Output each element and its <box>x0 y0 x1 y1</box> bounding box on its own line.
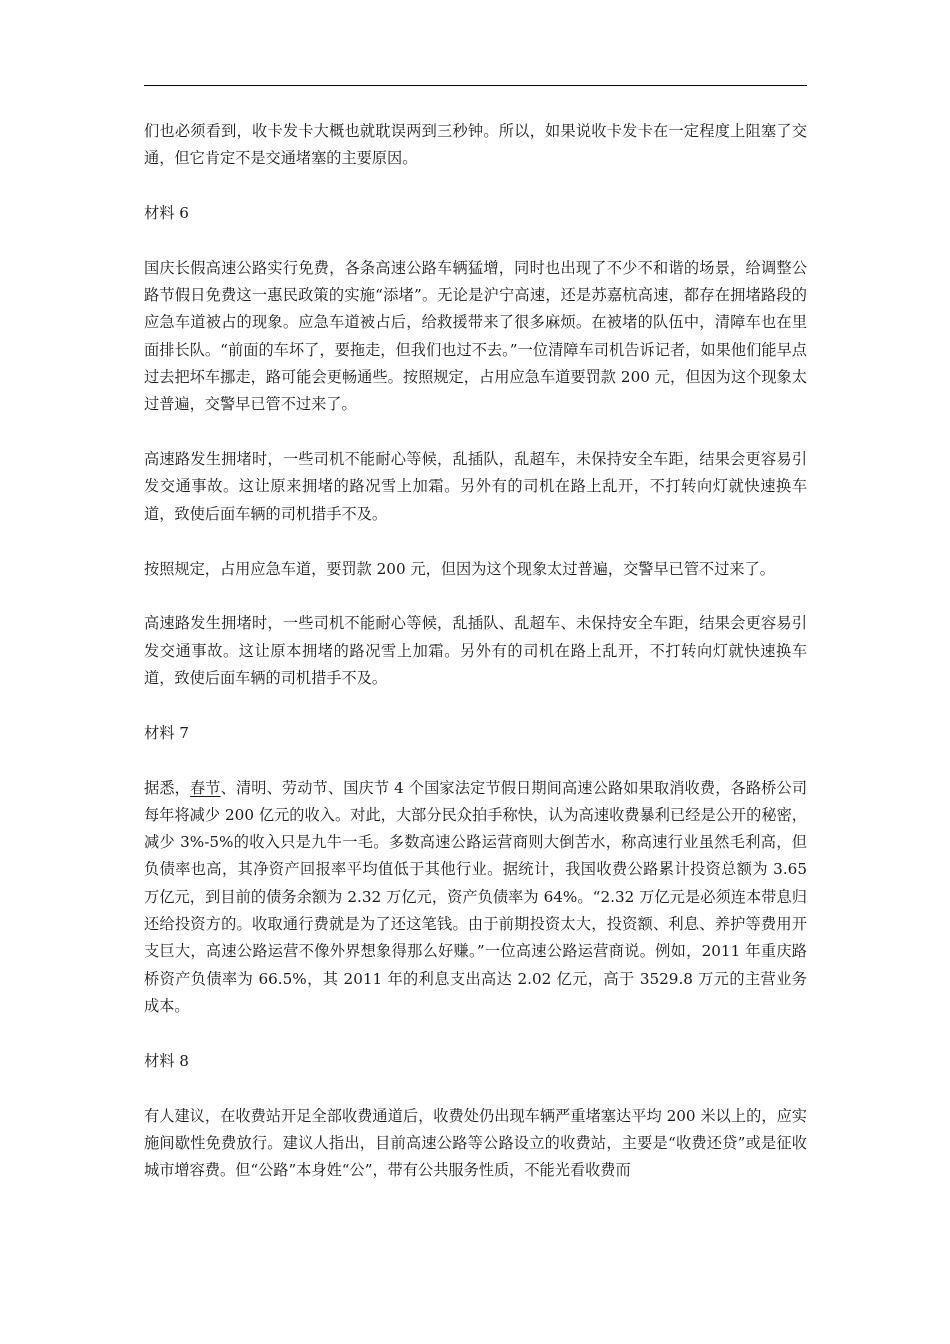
paragraph-intro: 们也必须看到，收卡发卡大概也就耽误两到三秒钟。所以，如果说收卡发卡在一定程度上阻塞了交通，但它肯定不是交通堵塞的主要原因。 <box>144 122 807 168</box>
heading-material-8: 材料 8 <box>144 1051 189 1070</box>
paragraph-material-6-1: 国庆长假高速公路实行免费，各条高速公路车辆猛增，同时也出现了不少不和谐的场景，给调整公路节假日免费这一惠民政策的实施“添堵”。无论是沪宁高速，还是苏嘉杭高速，都存在拥堵路段的应急车道被占的现象。应急车道被占后，给救援带来了很多麻烦。在被堵的队伍中，清障车也在里面排长队。“前面的车坏了，要拖走，但我们也过不去。”一位清障车司机告诉记者，如果他们能早点过去把坏车挪走，路可能会更畅通些。按照规定，占用应急车道要罚款 200 元，但因为这个现象太过普遍，交警早已管不过来了。 <box>144 258 807 414</box>
paragraph-material-6-2: 高速路发生拥堵时，一些司机不能耐心等候，乱插队，乱超车，未保持安全车距，结果会更容易引发交通事故。这让原来拥堵的路况雪上加霜。另外有的司机在路上乱开，不打转向灯就快速换车道，致使后面车辆的司机措手不及。 <box>144 450 807 523</box>
paragraph-material-6-4: 高速路发生拥堵时，一些司机不能耐心等候，乱插队、乱超车、未保持安全车距，结果会更容易引发交通事故。这让原本拥堵的路况雪上加霜。另外有的司机在路上乱开，不打转向灯就快速换车道，致使后面车辆的司机措手不及。 <box>144 614 807 687</box>
document-body <box>144 118 807 1212</box>
paragraph-material-7-lead: 据悉， <box>144 778 190 797</box>
heading-material-6: 材料 6 <box>144 204 189 223</box>
paragraph-material-8-1: 有人建议，在收费站开足全部收费通道后，收费处仍出现车辆严重堵塞达平均 200 米以上的，应实施间歇性免费放行。建议人指出，目前高速公路等公路设立的收费站，主要是“收费还贷”或是征收城市增容费。但“公路”本身姓“公”，带有公共服务性质，不能光看收费而 <box>144 1106 807 1180</box>
paragraph-material-7-text: 、清明、劳动节、国庆节 4 个国家法定节假日期间高速公路如果取消收费，各路桥公司每年将减少 200 亿元的收入。对此，大部分民众拍手称快，认为高速收费暴利已经是公开的秘密，减少 3%-5%的收入只是九牛一毛。多数高速公路运营商则大倒苦水，称高速行业虽然毛利高，但负债率也高，其净资产回报率平均值低于其他行业。据统计，我国收费公路累计投资总额为 3.65 万亿元，到目前的债务余额为 2.32 万亿元，资产负债率为 64%。“2.32 万亿元是必须连本带息归还给投资方的。收取通行费就是为了还这笔钱。由于前期投资太大，投资额、利息、养护等费用开支巨大，高速公路运营不像外界想象得那么好赚。”一位高速公路运营商说。例如，2011 年重庆路桥资产负债率为 66.5%，其 2011 年的利息支出高达 2.02 亿元，高于 3529.8 万元的主营业务成本。 <box>144 778 808 1015</box>
spring-festival-link[interactable]: 春节 <box>189 778 221 797</box>
paragraph-material-7 <box>144 775 807 1021</box>
heading-material-7: 材料 7 <box>144 723 189 742</box>
header-rule <box>144 85 807 86</box>
paragraph-material-6-3: 按照规定，占用应急车道，要罚款 200 元，但因为这个现象太过普遍，交警早已管不过来了。 <box>144 559 775 578</box>
